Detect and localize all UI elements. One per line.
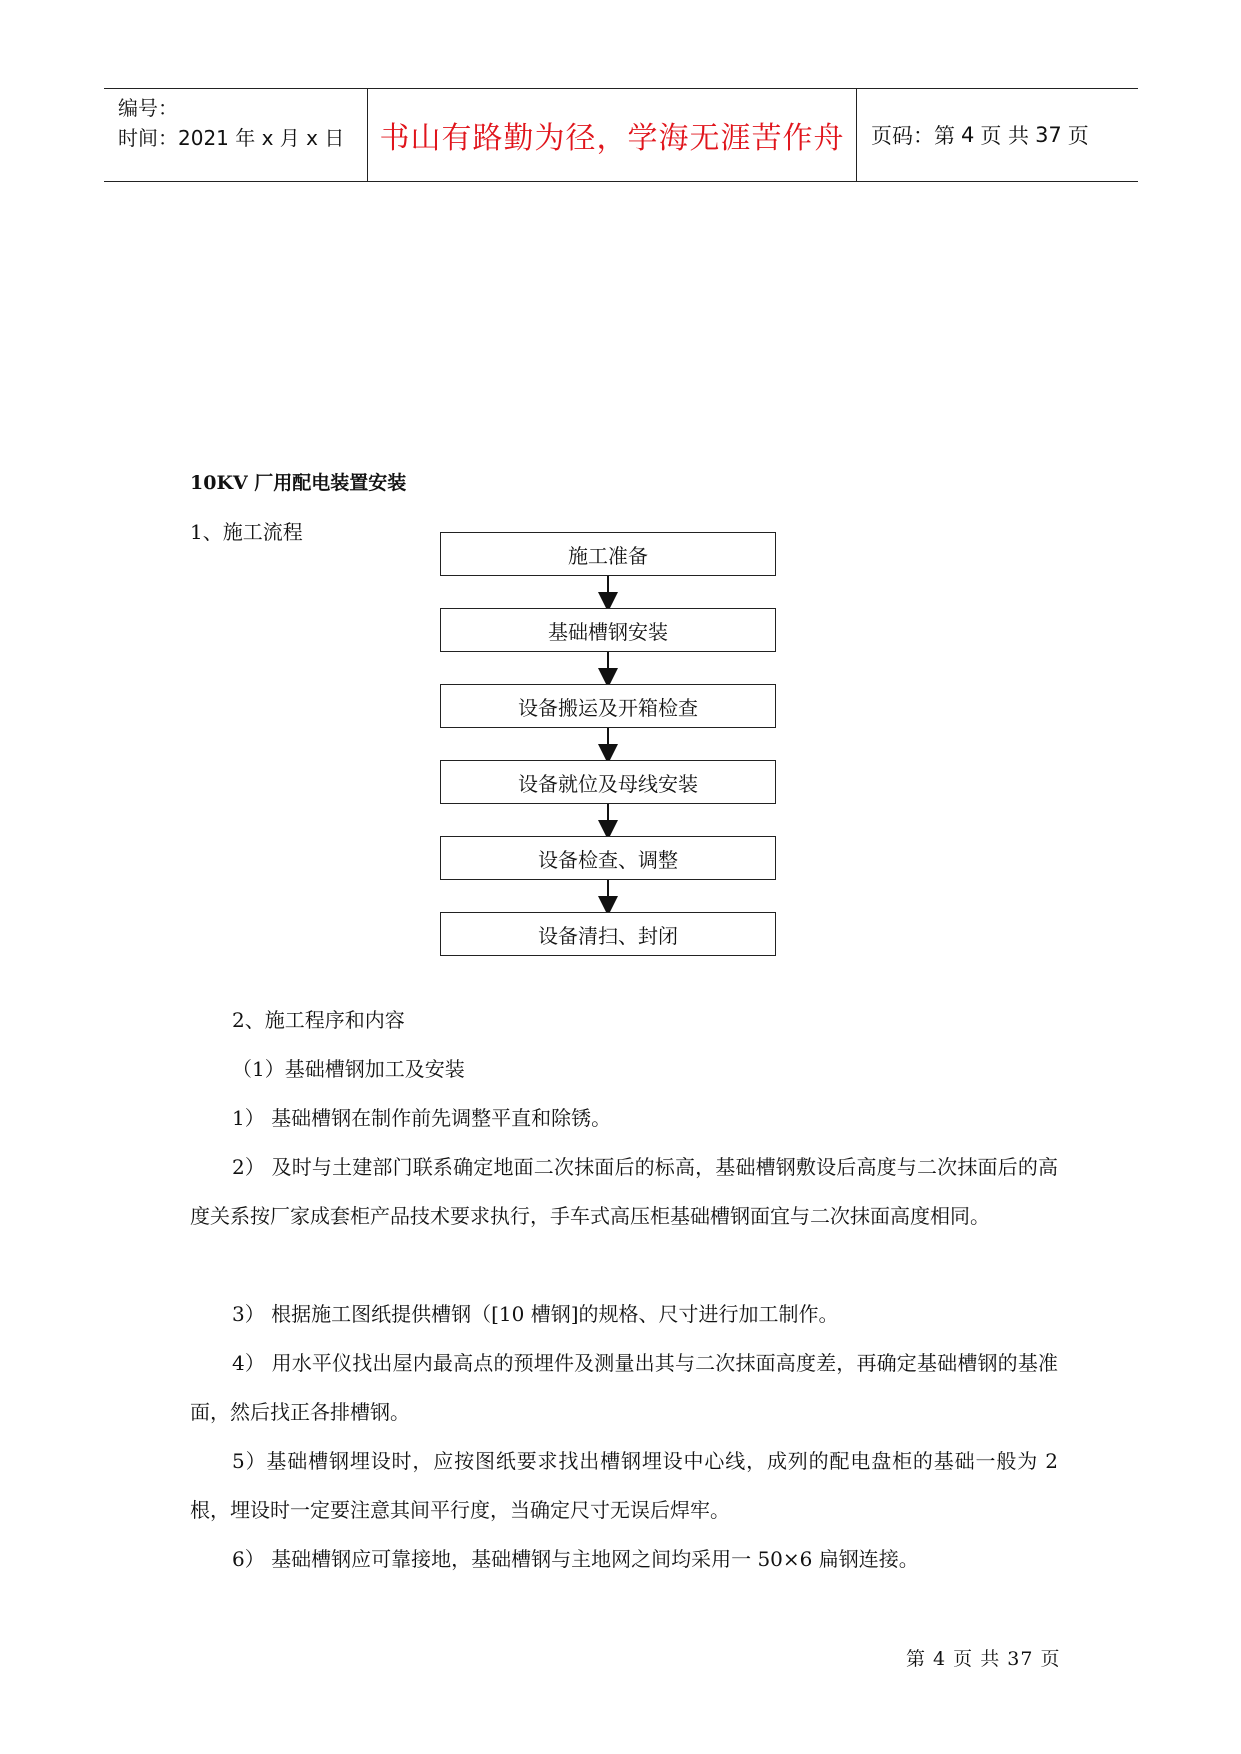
flowchart-step-2: 基础槽钢安装 bbox=[440, 608, 776, 652]
sub1-heading: （1）基础槽钢加工及安装 bbox=[232, 1057, 465, 1081]
list-item-4: 4） 用水平仪找出屋内最高点的预埋件及测量出其与二次抹面高度差，再确定基础槽钢的基准面，然后找正各排槽钢。 bbox=[190, 1351, 1058, 1424]
list-item-3: 3） 根据施工图纸提供槽钢（[10 槽钢]的规格、尺寸进行加工制作。 bbox=[232, 1302, 839, 1326]
flowchart-step-3: 设备搬运及开箱检查 bbox=[440, 684, 776, 728]
header-page-info bbox=[857, 89, 1138, 181]
page-label: 页码：第 bbox=[871, 124, 955, 148]
list-item-5: 5）基础槽钢埋设时，应按图纸要求找出槽钢埋设中心线，成列的配电盘柜的基础一般为 2 根，埋设时一定要注意其间平行度，当确定尺寸无误后焊牢。 bbox=[190, 1449, 1058, 1522]
page-mid-label: 页 共 bbox=[980, 124, 1030, 148]
number-label: 编号： bbox=[118, 96, 178, 120]
list-item-6: 6） 基础槽钢应可靠接地，基础槽钢与主地网之间均采用一 50×6 扁钢连接。 bbox=[232, 1547, 919, 1571]
list-item-1: 1） 基础槽钢在制作前先调整平直和除锈。 bbox=[232, 1106, 612, 1130]
flowchart-step-1: 施工准备 bbox=[440, 532, 776, 576]
flowchart-step-4: 设备就位及母线安装 bbox=[440, 760, 776, 804]
page-total: 37 bbox=[1035, 123, 1062, 147]
page-end-label: 页 bbox=[1067, 124, 1089, 148]
header-motto: 书山有路勤为径，学海无涯苦作舟 bbox=[368, 89, 857, 181]
section-title: 10KV 厂用配电装置安装 bbox=[190, 472, 407, 494]
flowchart-step-6: 设备清扫、封闭 bbox=[440, 912, 776, 956]
header-left-cell bbox=[104, 89, 368, 181]
page-footer: 第 4 页 共 37 页 bbox=[906, 1648, 1061, 1670]
step1-heading: 1、施工流程 bbox=[190, 520, 303, 544]
list-item-2: 2） 及时与土建部门联系确定地面二次抹面后的标高，基础槽钢敷设后高度与二次抹面后的高度关系按厂家成套柜产品技术要求执行，手车式高压柜基础槽钢面宜与二次抹面高度相同。 bbox=[190, 1155, 1058, 1228]
page-number: 4 bbox=[961, 123, 975, 147]
page-header bbox=[104, 88, 1138, 182]
flowchart-step-5: 设备检查、调整 bbox=[440, 836, 776, 880]
time-label: 时间：2021 年 x 月 x 日 bbox=[118, 126, 345, 150]
step2-heading: 2、施工程序和内容 bbox=[232, 1008, 405, 1032]
